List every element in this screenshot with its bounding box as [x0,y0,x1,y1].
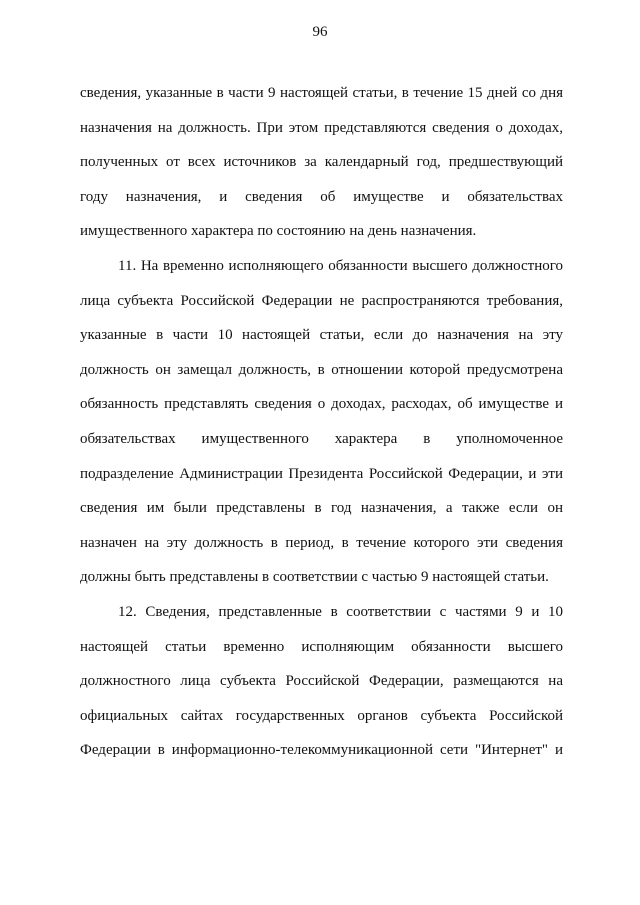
page-number: 96 [312,24,328,40]
text-line: сведения, указанные в части 9 настоящей статьи, в течение 15 дней со дня [80,85,563,101]
text-line: должность он замещал должность, в отношении которой предусмотрена [80,361,563,378]
text-line: официальных сайтах государственных органов субъекта Российской [80,707,563,724]
paragraph-11 [80,249,563,595]
text-line: настоящей статьи временно исполняющим обязанности высшего [80,638,563,655]
text-line: году назначения, и сведения об имуществе и обязательствах [80,188,563,205]
text-line: обязательствах имущественного характера в уполномоченное [80,430,563,447]
text-line: назначен на эту должность в период, в течение которого эти сведения [80,534,563,551]
paragraph-continuation [80,76,563,249]
document-body [80,76,563,768]
paragraph-12 [80,595,563,768]
text-line: имущественного характера по состоянию на день назначения. [80,223,477,240]
text-line: должны быть представлены в соответствии с частью 9 настоящей статьи. [80,569,549,586]
text-line: указанные в части 10 настоящей статьи, если до назначения на эту [80,327,563,344]
text-line: подразделение Администрации Президента Российской Федерации, и эти [80,465,563,482]
text-line: обязанность представлять сведения о доходах, расходах, об имуществе и [80,396,563,413]
text-line: лица субъекта Российской Федерации не распространяются требования, [80,292,563,309]
text-line: полученных от всех источников за календарный год, предшествующий [80,154,563,171]
text-line: сведения им были представлены в год назначения, а также если он [80,500,563,517]
text-line: 11. На временно исполняющего обязанности высшего должностного [118,257,563,274]
text-line: должностного лица субъекта Российской Федерации, размещаются на [80,673,563,690]
text-line: Федерации в информационно-телекоммуникационной сети "Интернет" и [80,742,563,759]
text-line: назначения на должность. При этом представляются сведения о доходах, [80,119,563,136]
text-line: 12. Сведения, представленные в соответствии с частями 9 и 10 [118,603,563,620]
